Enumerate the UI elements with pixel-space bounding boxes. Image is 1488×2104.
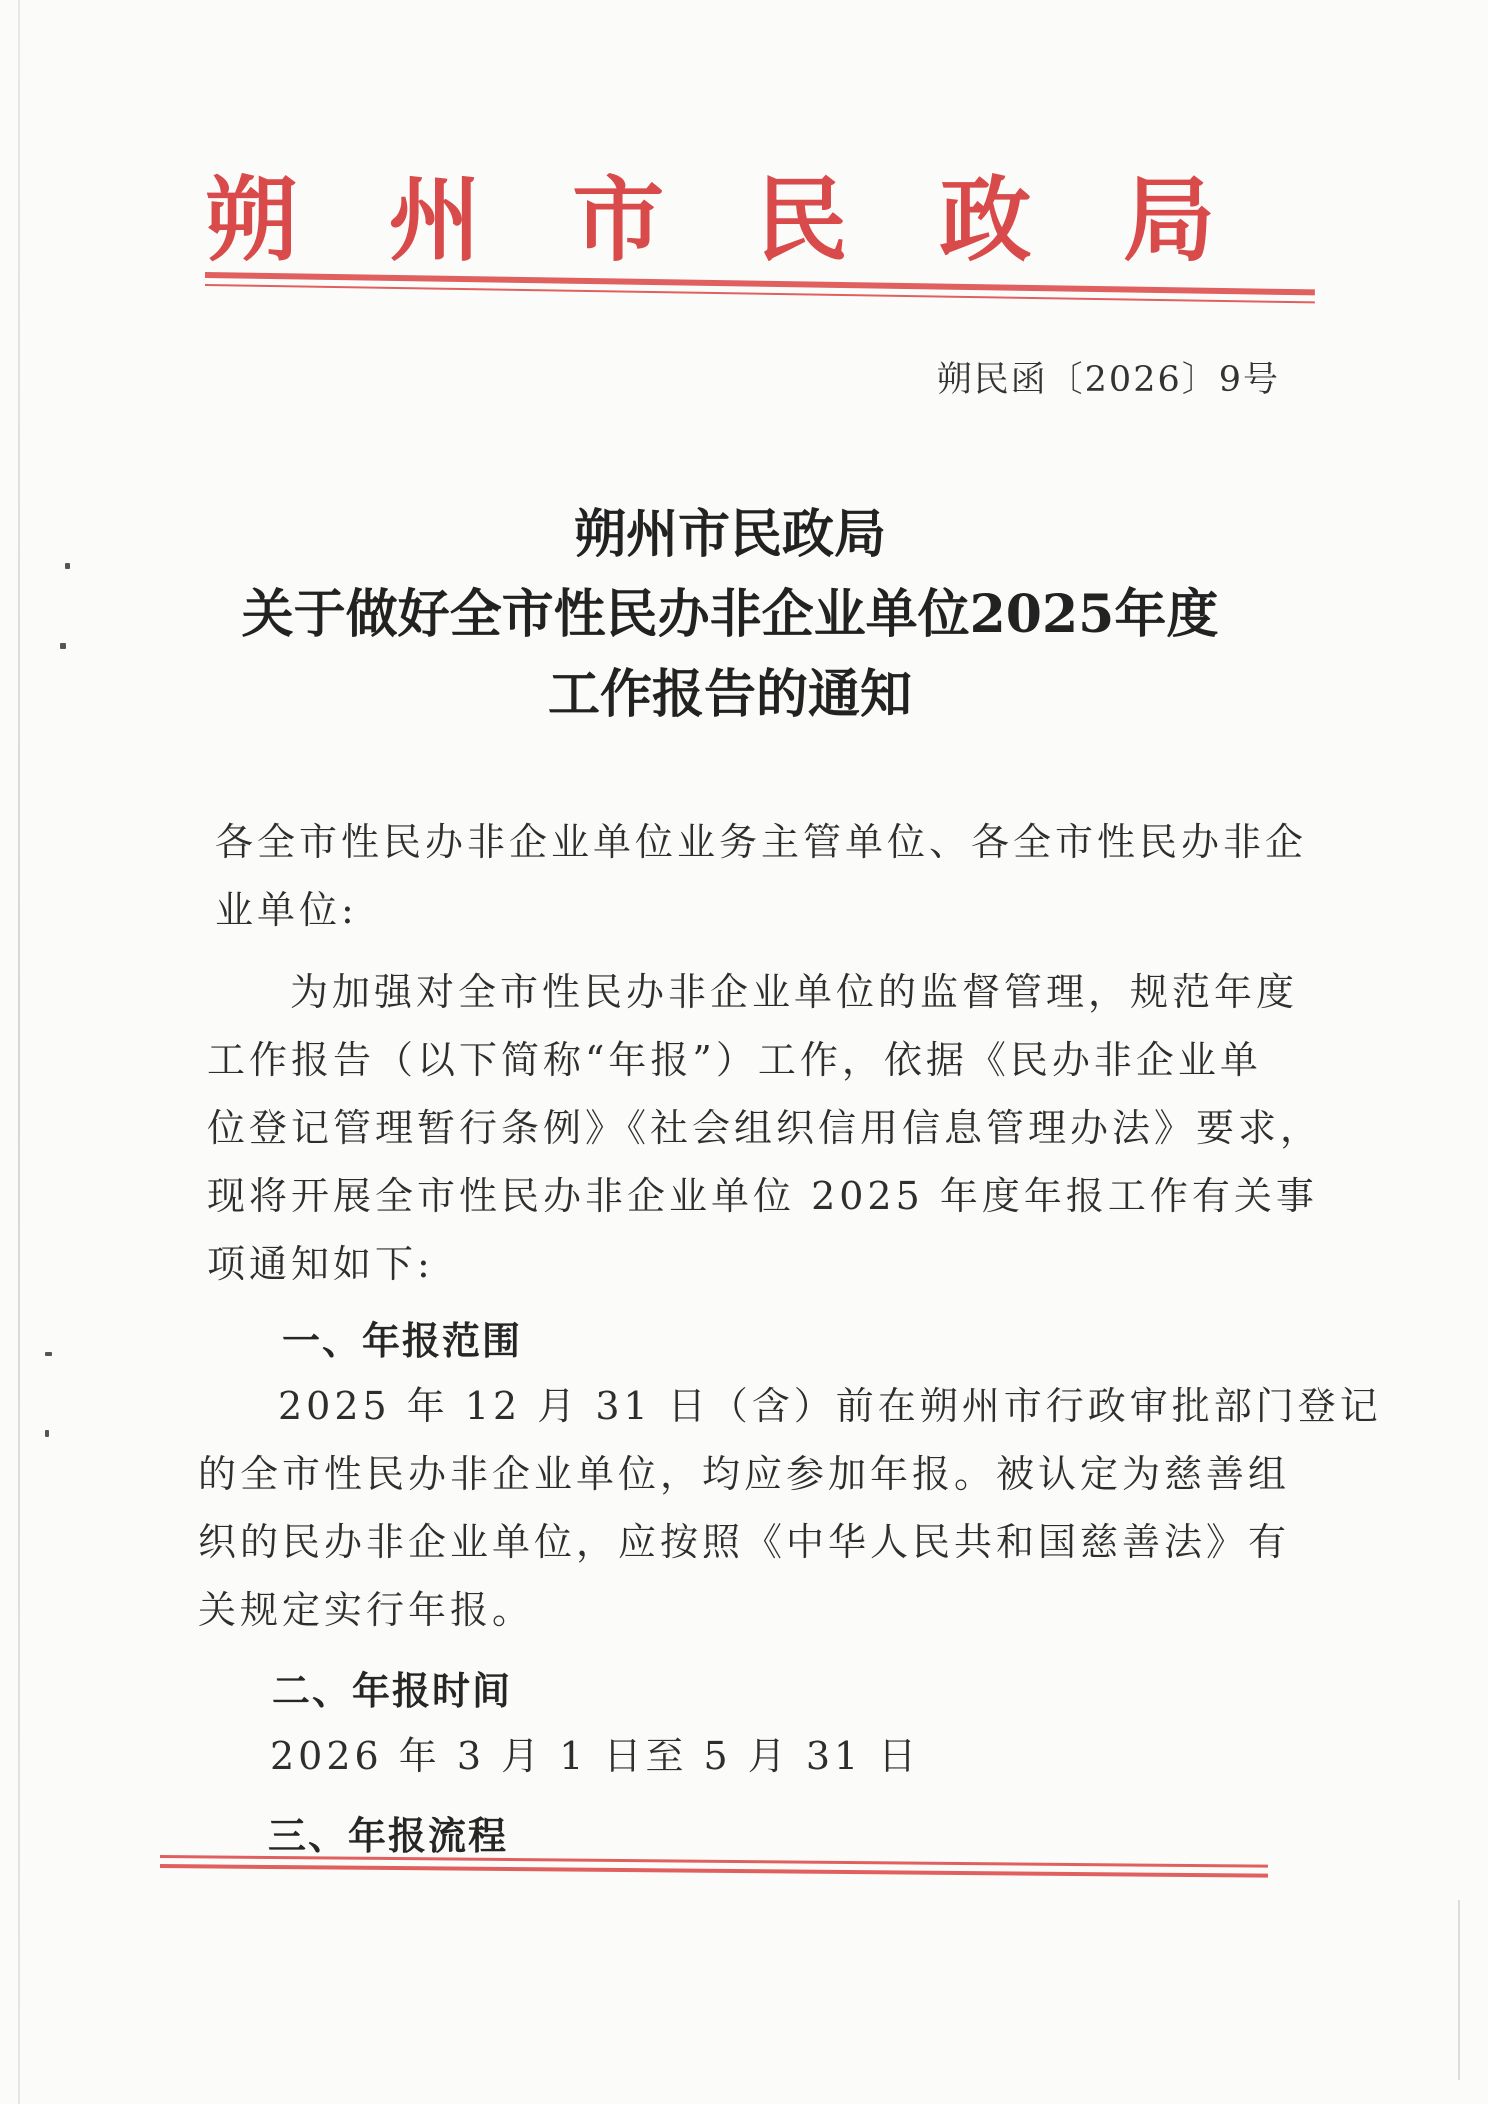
- body-line: 项通知如下:: [207, 1242, 434, 1286]
- body-line: 2026 年 3 月 1 日至 5 月 31 日: [270, 1734, 921, 1778]
- body-line: 2025 年 12 月 31 日（含）前在朔州市行政审批部门登记: [278, 1384, 1382, 1428]
- scan-edge: [1458, 1900, 1460, 2080]
- masthead-char: 州: [388, 166, 481, 274]
- body-line: 位登记管理暂行条例》《社会组织信用信息管理办法》要求，: [207, 1106, 1323, 1150]
- title-line: 朔州市民政局: [573, 504, 886, 565]
- salutation: [215, 808, 1307, 944]
- masthead-char: 朔: [205, 166, 298, 274]
- scan-speck: [60, 643, 66, 649]
- section-heading: 二、年报时间: [272, 1669, 513, 1713]
- body-line: 各全市性民办非企业单位业务主管单位、各全市性民办非企: [215, 820, 1308, 864]
- masthead-char: 市: [572, 166, 665, 274]
- body-line: 工作报告（以下简称“年报”）工作，依据《民办非企业单: [207, 1038, 1262, 1082]
- document-number: 朔民函〔2026〕9号: [936, 360, 1280, 400]
- intro-paragraph: [207, 958, 1322, 1298]
- section1-paragraph: [198, 1372, 1382, 1644]
- scan-speck: [45, 1430, 49, 1437]
- scan-speck: [45, 1352, 52, 1356]
- section-heading: 三、年报流程: [268, 1814, 509, 1858]
- masthead-char: 局: [1122, 166, 1215, 274]
- body-line: 为加强对全市性民办非企业单位的监督管理，规范年度: [290, 970, 1299, 1014]
- document-title: [200, 495, 1260, 735]
- body-line: 的全市性民办非企业单位，均应参加年报。被认定为慈善组: [198, 1452, 1291, 1496]
- section-heading: 一、年报范围: [282, 1319, 523, 1363]
- scan-speck: [65, 563, 70, 569]
- masthead: [205, 160, 1215, 280]
- section2-paragraph: [270, 1722, 920, 1790]
- masthead-char: 民: [755, 166, 848, 274]
- body-line: 现将开展全市性民办非企业单位 2025 年度年报工作有关事: [207, 1174, 1318, 1218]
- masthead-char: 政: [939, 166, 1032, 274]
- body-line: 织的民办非企业单位，应按照《中华人民共和国慈善法》有: [198, 1520, 1291, 1564]
- body-line: 关规定实行年报。: [198, 1588, 535, 1632]
- title-line: 关于做好全市性民办非企业单位2025年度: [241, 584, 1219, 645]
- scan-edge: [18, 0, 20, 2104]
- title-line: 工作报告的通知: [547, 664, 912, 725]
- body-line: 业单位:: [215, 888, 358, 932]
